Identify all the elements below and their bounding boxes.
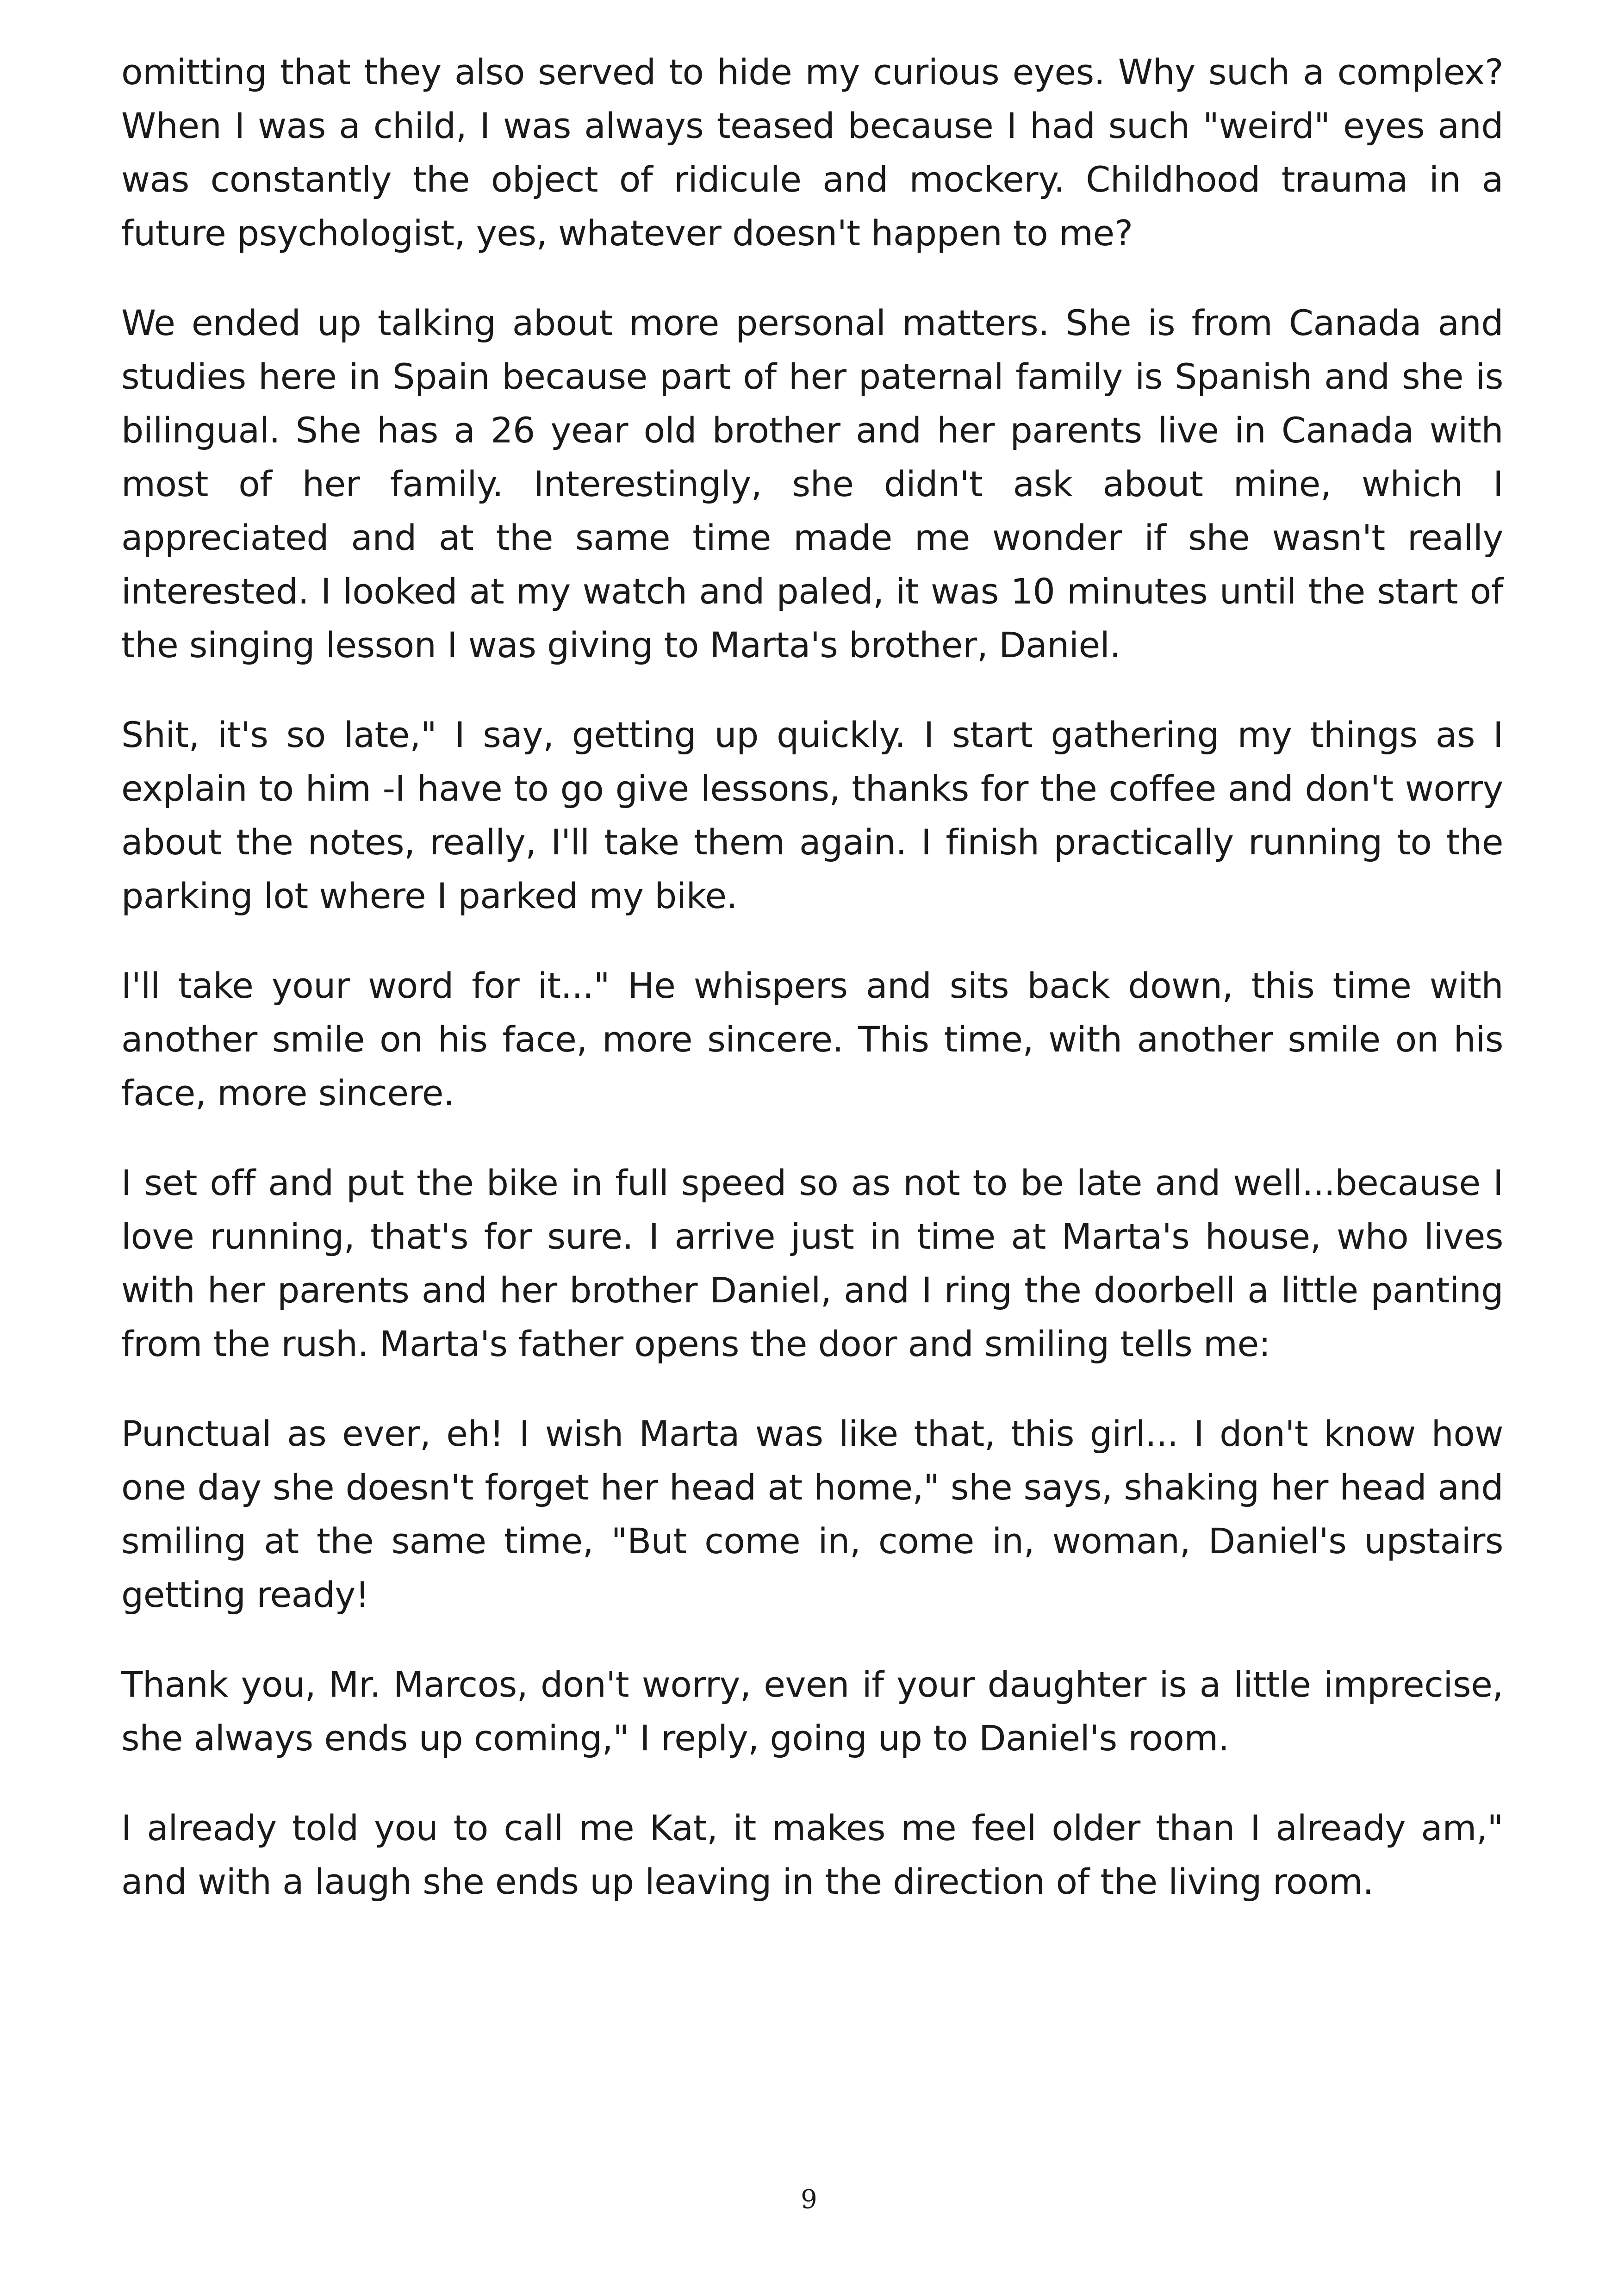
paragraph-7: Thank you, Mr. Marcos, don't worry, even if your daughter is a little imprecise, she always ends up coming," I reply, going up to Daniel's room. bbox=[121, 1664, 1503, 1759]
page-number: 9 bbox=[801, 2184, 817, 2215]
paragraph-5: I set off and put the bike in full speed so as not to be late and well...because I love running, that's for sure. I arrive just in time at Marta's house, who lives with her parents and her brother Daniel, and I ring the doorbell a little panting from the rush. Marta's father opens the door and smiling tells me: bbox=[121, 1162, 1503, 1364]
paragraph-8: I already told you to call me Kat, it makes me feel older than I already am," and with a laugh she ends up leaving in the direction of the living room. bbox=[121, 1807, 1503, 1902]
paragraph-1: omitting that they also served to hide my curious eyes. Why such a complex? When I was a child, I was always teased because I had such "weird" eyes and was constantly the object of ridicule and mockery. Childhood trauma in a future psychologist, yes, whatever doesn't happen to me? bbox=[121, 51, 1503, 254]
paragraph-6: Punctual as ever, eh! I wish Marta was like that, this girl... I don't know how one day she doesn't forget her head at home," she says, shaking her head and smiling at the same time, "But come in, come in, woman, Daniel's upstairs getting ready! bbox=[121, 1413, 1503, 1615]
page-body bbox=[121, 45, 1503, 1945]
paragraph-3: Shit, it's so late," I say, getting up quickly. I start gathering my things as I explain to him -I have to go give lessons, thanks for the coffee and don't worry about the notes, really, I'll take them again. I finish practically running to the parking lot where I parked my bike. bbox=[121, 714, 1503, 916]
paragraph-4: I'll take your word for it..." He whispers and sits back down, this time with another smile on his face, more sincere. This time, with another smile on his face, more sincere. bbox=[121, 965, 1503, 1114]
paragraph-2: We ended up talking about more personal matters. She is from Canada and studies here in Spain because part of her paternal family is Spanish and she is bilingual. She has a 26 year old brother and her parents live in Canada with most of her family. Interestingly, she didn't ask about mine, which I appreciated and at the same time made me wonder if she wasn't really interested. I looked at my watch and paled, it was 10 minutes until the start of the singing lesson I was giving to Marta's brother, Daniel. bbox=[121, 302, 1503, 666]
